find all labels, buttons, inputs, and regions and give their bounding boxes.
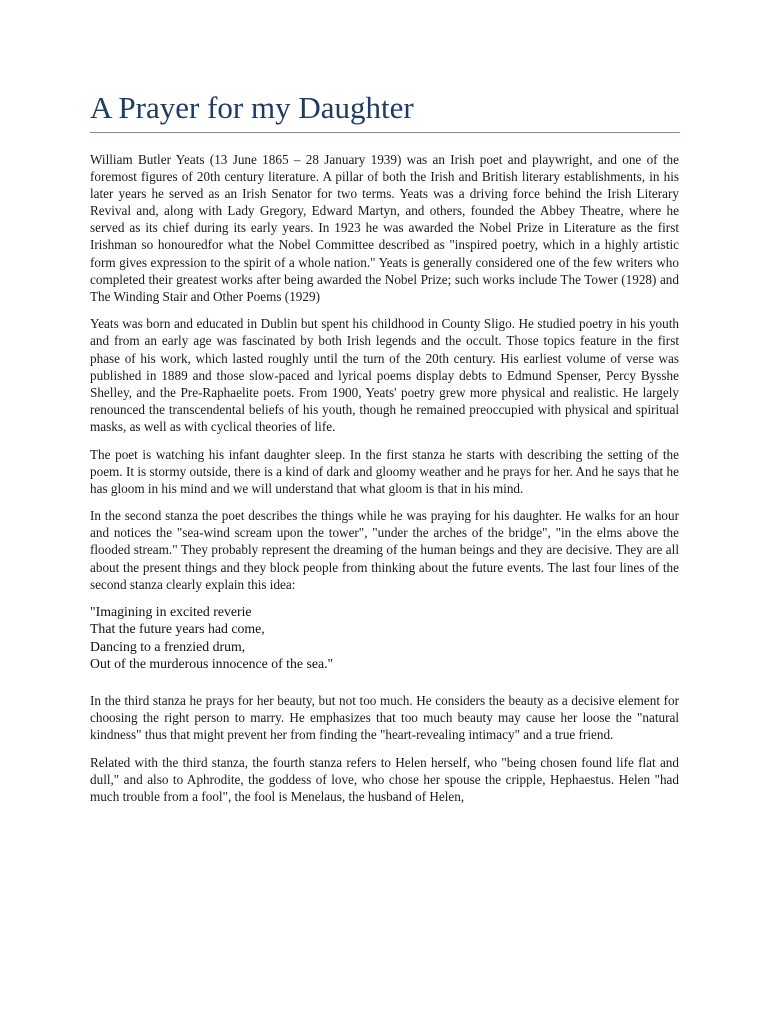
- paragraph-yeats-biography: William Butler Yeats (13 June 1865 – 28 January 1939) was an Irish poet and playwright, and one of the foremost figures of 20th century literature. A pillar of both the Irish and British literary establishments, in his later years he served as an Irish Senator for two terms. Yeats was a driving force behind the Irish Literary Revival and, along with Lady Gregory, Edward Martyn, and others, founded the Abbey Theatre, where he served as its chief during its early years. In 1923 he was awarded the Nobel Prize in Literature as the first Irishman so honouredfor what the Nobel Committee described as "inspired poetry, which in a highly artistic form gives expression to the spirit of a whole nation." Yeats is generally considered one of the few writers who completed their greatest works after being awarded the Nobel Prize; such works include The Tower (1928) and The Winding Stair and Other Poems (1929): [90, 152, 679, 304]
- paragraph-yeats-early-life: Yeats was born and educated in Dublin but spent his childhood in County Sligo. He studied poetry in his youth and from an early age was fascinated by both Irish legends and the occult. Those topics feature in the first phase of his work, which lasted roughly until the turn of the 20th century. His earliest volume of verse was published in 1889 and those slow-paced and lyrical poems display debts to Edmund Spenser, Percy Bysshe Shelley, and the Pre-Raphaelite poets. From 1900, Yeats' poetry grew more physical and realistic. He largely renounced the transcendental beliefs of his youth, though he remained preoccupied with physical and spiritual masks, as well as with cyclical theories of life.: [90, 316, 679, 434]
- poem-quote: [90, 603, 679, 672]
- document-title: A Prayer for my Daughter: [90, 90, 414, 125]
- title-underline-rule: [90, 132, 680, 133]
- paragraph-first-stanza: The poet is watching his infant daughter sleep. In the first stanza he starts with describing the setting of the poem. It is stormy outside, there is a kind of dark and gloomy weather and he prays for her. And he says that he has gloom in his mind and we will understand that what gloom is that in his mind.: [90, 446, 679, 496]
- quote-line: Out of the murderous innocence of the sea.": [90, 655, 334, 671]
- paragraph-fourth-stanza: Related with the third stanza, the fourth stanza refers to Helen herself, who "being chosen found life flat and dull," and also to Aphrodite, the goddess of love, who chose her spouse the cripple, Hephaestus. Helen "had much trouble from a fool", the fool is Menelaus, the husband of Helen,: [90, 754, 679, 805]
- quote-line: Dancing to a frenzied drum,: [90, 638, 246, 654]
- document-body: [90, 151, 679, 816]
- paragraph-third-stanza: In the third stanza he prays for her beauty, but not too much. He considers the beauty as a decisive element for choosing the right person to marry. He emphasizes that too much beauty may cause her loose the "natural kindness" thus that might prevent her from finding the "heart-revealing intimacy" and a true friend.: [90, 693, 679, 743]
- quote-line: That the future years had come,: [90, 621, 265, 637]
- quote-line: "Imagining in excited reverie: [90, 604, 252, 620]
- paragraph-second-stanza: In the second stanza the poet describes the things while he was praying for his daughter. He walks for an hour and notices the "sea-wind scream upon the tower", "under the arches of the bridge", "in the elms above the flooded stream." They probably represent the dreaming of the human beings and they are decisive. They are all about the present things and they block people from thinking about the future events. The last four lines of the second stanza clearly explain this idea:: [90, 508, 679, 592]
